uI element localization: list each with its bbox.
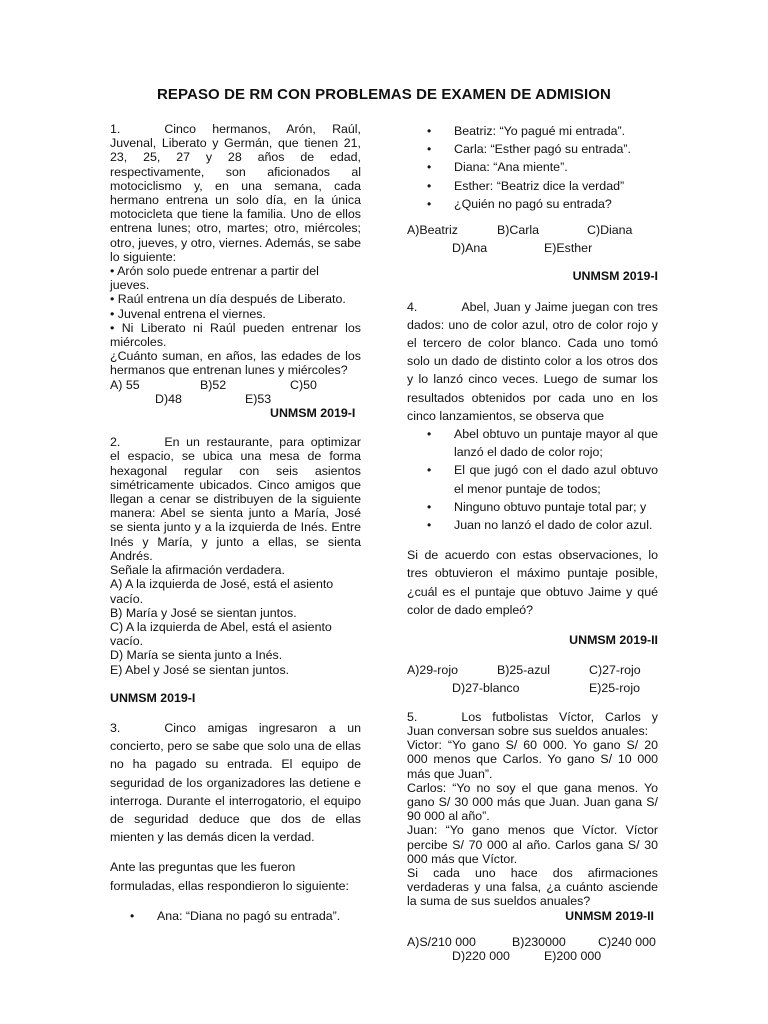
option: B)25-azul xyxy=(497,663,551,678)
option: E)53 xyxy=(245,391,272,406)
problem-3-options-2 xyxy=(407,239,658,257)
left-column xyxy=(110,122,361,925)
problem-4-source: UNMSM 2019-II xyxy=(569,633,658,648)
problem-5-line: Victor: “Yo gano S/ 60 000. Yo gano S/ 20 000 menos que Carlos. Yo gano S/ 10 000 más que Juan”. xyxy=(407,738,658,781)
problem-1-fact: • Ni Liberato ni Raúl pueden entrenar los miércoles. xyxy=(110,320,361,350)
problem-4-options-2 xyxy=(407,679,658,697)
bullet-item: • Carla: “Esther pagó su entrada”. xyxy=(407,140,658,158)
problem-1-question: ¿Cuánto suman, en años, las edades de los hermanos que entrenan lunes y miércoles? xyxy=(110,349,361,378)
problem-1-source: UNMSM 2019-I xyxy=(270,406,356,421)
option: B)230000 xyxy=(512,934,566,949)
bullet-item: • Abel obtuvo un puntaje mayor al que lanzó el dado de color rojo; xyxy=(407,425,658,461)
problem-2 xyxy=(110,435,361,705)
problem-1-fact: • Arón solo puede entrenar a partir del jueves. xyxy=(110,264,319,293)
option: C)Diana xyxy=(587,223,633,238)
problem-1-fact: • Juvenal entrena el viernes. xyxy=(110,306,266,321)
option: A)S/210 000 xyxy=(407,934,476,949)
option: D)220 000 xyxy=(452,948,510,963)
bullet-item: • Esther: “Beatriz dice la verdad” xyxy=(407,177,658,195)
problem-1-number: 1. xyxy=(110,122,121,136)
bullet-item: • Diana: “Ana miente”. xyxy=(407,158,658,176)
problem-2-intro: 2. En un restaurante, para optimizar el espacio, se ubica una mesa de forma hexagonal regular con seis asientos simétricamente ubicados. Cinco amigos que llegan a cenar se distribuyen de la siguiente manera: Abel se sienta junto a María, José se sienta junto y a la izquierda de Inés. Entre Inés y María, y junto a ellas, se sienta Andrés. xyxy=(110,435,361,563)
option: A) 55 xyxy=(110,377,140,392)
option: C)27-rojo xyxy=(589,663,641,678)
problem-4 xyxy=(407,298,658,698)
option: E)Esther xyxy=(544,241,593,256)
problem-2-question: Señale la afirmación verdadera. xyxy=(110,563,285,578)
problem-4-bullets xyxy=(407,425,658,534)
problem-1-options-2 xyxy=(110,392,361,406)
bullet-item: • ¿Quién no pagó su entrada? xyxy=(407,195,658,213)
problem-3-intro: 3. Cinco amigas ingresaron a un concierto, pero se sabe que solo una de ellas no ha pagado su entrada. El equipo de seguridad de los organizadores las detiene e interroga. Durante el interrogatorio, el equipo de seguridad deduce que dos de ellas mienten y las demás dicen la verdad. xyxy=(110,720,361,845)
problem-2-source: UNMSM 2019-I xyxy=(110,690,196,705)
bullet-item: • Ninguno obtuvo puntaje total par; y xyxy=(407,498,658,516)
bullet-item: • Juan no lanzó el dado de color azul. xyxy=(407,516,658,534)
problem-2-option: A) A la izquierda de José, está el asiento vacío. xyxy=(110,577,334,606)
bullet-item: • El que jugó con el dado azul obtuvo el menor puntaje de todos; xyxy=(407,461,658,497)
problem-1-fact: • Raúl entrena un día después de Liberato. xyxy=(110,292,346,307)
problem-1-options xyxy=(110,378,361,392)
problem-1 xyxy=(110,122,361,420)
option: B)Carla xyxy=(497,223,539,238)
problem-3 xyxy=(110,719,361,925)
problem-5-line: Juan: “Yo gano menos que Víctor. Víctor percibe S/ 70 000 al año. Carlos gana S/ 30 000 más que Víctor. xyxy=(407,823,658,866)
problem-4-question: Si de acuerdo con estas observaciones, lo tres obtuvieron el máximo puntaje posible, ¿cuál es el puntaje que obtuvo Jaime y qué color de dado empleó? xyxy=(407,548,658,617)
problem-2-option: E) Abel y José se sientan juntos. xyxy=(110,662,290,677)
bullet-item: • Ana: “Diana no pagó su entrada”. xyxy=(110,907,361,925)
problem-4-intro: 4. Abel, Juan y Jaime juegan con tres dados: uno de color azul, otro de color rojo y el tercero de color blanco. Cada uno tomó solo un dado de distinto color a los otros dos y lo lanzó cinco veces. Luego de sumar los resultados obtenidos por cada uno en los cinco lanzamientos, se observa que xyxy=(407,299,658,423)
option: C)240 000 xyxy=(598,934,656,949)
right-column xyxy=(407,122,658,963)
problem-5-options-2 xyxy=(407,949,658,963)
option: A)29-rojo xyxy=(407,663,458,678)
problem-2-option: D) María se sienta junto a Inés. xyxy=(110,648,283,663)
page-title: REPASO DE RM CON PROBLEMAS DE EXAMEN DE ADMISION xyxy=(156,86,611,103)
option: E)25-rojo xyxy=(589,681,640,696)
option: A)Beatriz xyxy=(407,223,458,238)
problem-3-bullets xyxy=(110,907,361,925)
problem-2-option: B) María y José se sientan juntos. xyxy=(110,605,297,620)
option: C)50 xyxy=(290,377,317,392)
bullet-item: • Beatriz: “Yo pagué mi entrada”. xyxy=(407,122,658,140)
problem-1-intro: 1. Cinco hermanos, Arón, Raúl, Juvenal, Liberato y Germán, que tienen 21, 23, 25, 27 y 28 años de edad, respectivamente, son aficionados al motociclismo y, en una semana, cada hermano entrena un solo día, en la única motocicleta que tiene la familia. Uno de ellos entrena lunes; otro, martes; otro, miércoles; otro, jueves, y otro, viernes. Además, se sabe lo siguiente: xyxy=(110,122,361,264)
option: D)48 xyxy=(155,391,182,406)
option: D)27-blanco xyxy=(452,681,520,696)
problem-3-bullets-continued xyxy=(407,122,658,213)
option: D)Ana xyxy=(452,241,488,256)
option: B)52 xyxy=(200,377,227,392)
problem-3-lead: Ante las preguntas que les fueron formuladas, ellas respondieron lo siguiente: xyxy=(110,860,350,893)
problem-5-options xyxy=(407,935,658,949)
problem-5-line: Si cada uno hace dos afirmaciones verdaderas y una falsa, ¿a cuánto asciende la suma de sus sueldos anuales? xyxy=(407,865,658,909)
problem-3-source: UNMSM 2019-I xyxy=(572,269,658,284)
problem-5-intro: 5. Los futbolistas Víctor, Carlos y Juan conversan sobre sus sueldos anuales: xyxy=(407,709,658,738)
problem-3-options xyxy=(407,221,658,239)
problem-4-options xyxy=(407,661,658,679)
problem-5-line: Carlos: “Yo no soy el que gana menos. Yo gano S/ 30 000 más que Juan. Juan gana S/ 90 000 al año”. xyxy=(407,780,658,824)
problem-2-option: C) A la izquierda de Abel, está el asiento vacío. xyxy=(110,619,332,649)
problem-5-source: UNMSM 2019-II xyxy=(565,908,654,923)
problem-5 xyxy=(407,710,658,963)
option: E)200 000 xyxy=(544,948,602,963)
